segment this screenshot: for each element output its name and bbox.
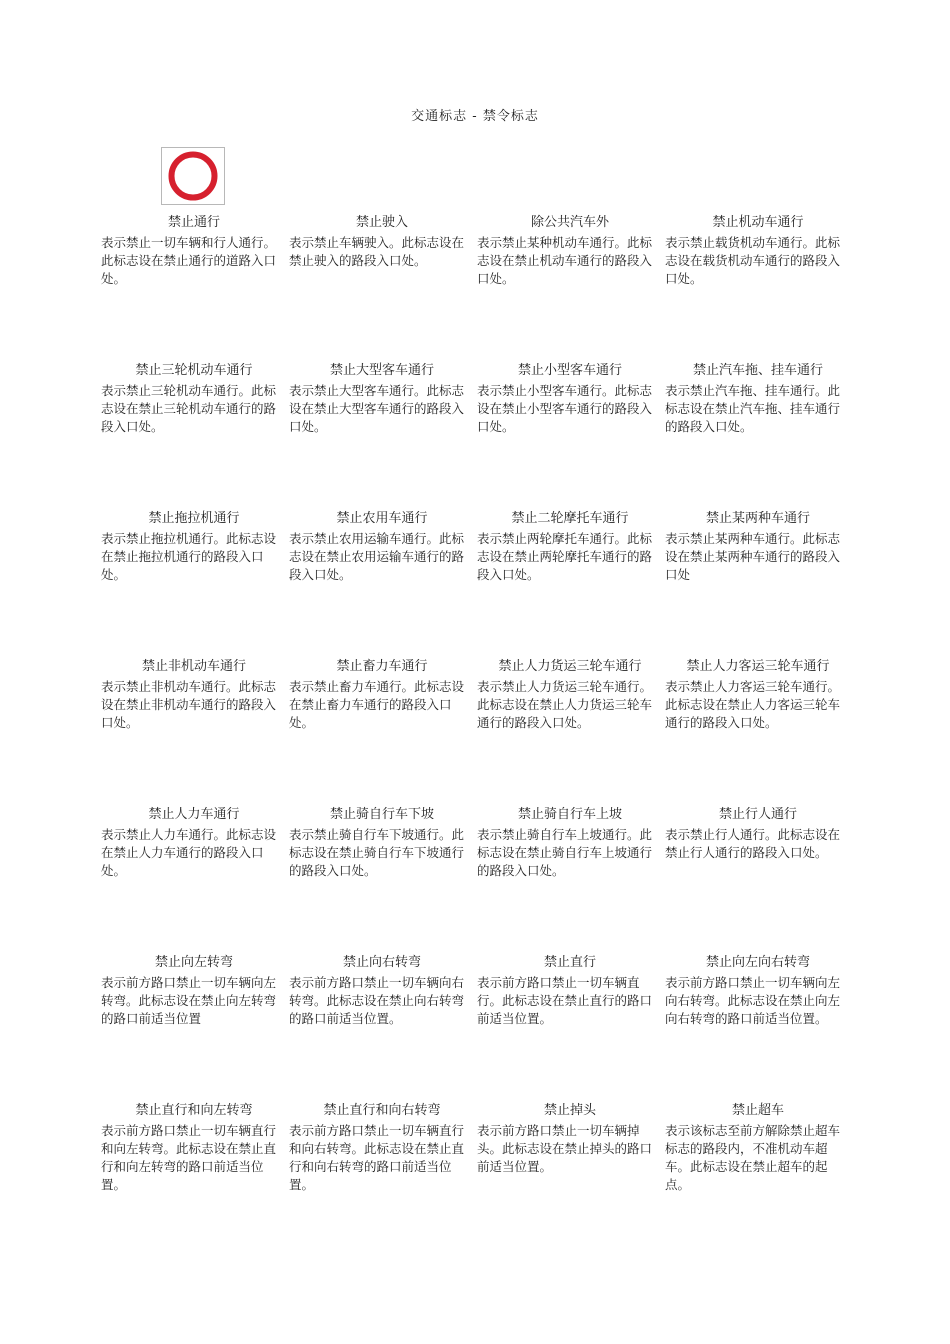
sign-entry (665, 214, 853, 362)
sign-title: 禁止拖拉机通行 (148, 511, 240, 526)
sign-title: 禁止超车 (731, 1103, 784, 1118)
sign-description: 表示前方路口禁止一切车辆直行和向左转弯。此标志设在禁止直行和向左转弯的路口前适当位置。 (101, 1123, 277, 1192)
sign-description: 表示禁止小型客车通行。此标志设在禁止小型客车通行的路段入口处。 (477, 383, 653, 434)
sign-description: 表示前方路口禁止一切车辆直行和向右转弯。此标志设在禁止直行和向右转弯的路口前适当位置。 (289, 1123, 465, 1192)
sign-title: 禁止直行 (543, 955, 596, 970)
no-entry-sign-icon (161, 147, 225, 205)
sign-title: 禁止二轮摩托车通行 (511, 511, 629, 526)
sign-description: 表示前方路口禁止一切车辆向右转弯。此标志设在禁止向右转弯的路口前适当位置。 (289, 975, 465, 1026)
sign-title: 禁止掉头 (543, 1103, 596, 1118)
sign-entry (101, 362, 289, 510)
sign-description: 表示前方路口禁止一切车辆掉头。此标志设在禁止掉头的路口前适当位置。 (477, 1123, 653, 1174)
sign-title: 禁止直行和向右转弯 (323, 1103, 441, 1118)
sign-entry (477, 362, 665, 510)
sign-title: 禁止直行和向左转弯 (135, 1103, 253, 1118)
sign-entry (101, 806, 289, 954)
sign-entry (665, 806, 853, 954)
sign-grid (101, 214, 853, 1250)
sign-entry (665, 658, 853, 806)
sign-title: 禁止骑自行车上坡 (517, 807, 622, 822)
sign-entry (289, 510, 477, 658)
sign-entry (665, 510, 853, 658)
sign-description: 表示禁止某两种车通行。此标志设在禁止某两种车通行的路段入口处 (665, 531, 841, 582)
sign-title: 禁止小型客车通行 (517, 363, 622, 378)
sign-description: 表示禁止某种机动车通行。此标志设在禁止机动车通行的路段入口处。 (477, 235, 653, 286)
sign-title: 禁止人力货运三轮车通行 (498, 659, 642, 674)
sign-description: 表示禁止农用运输车通行。此标志设在禁止农用运输车通行的路段入口处。 (289, 531, 465, 582)
sign-entry (477, 806, 665, 954)
sign-title: 禁止骑自行车下坡 (329, 807, 434, 822)
sign-title: 禁止行人通行 (718, 807, 797, 822)
sign-description: 表示前方路口禁止一切车辆向左转弯。此标志设在禁止向左转弯的路口前适当位置 (101, 975, 277, 1026)
sign-description: 表示禁止骑自行车下坡通行。此标志设在禁止骑自行车下坡通行的路段入口处。 (289, 827, 465, 878)
sign-entry (101, 954, 289, 1102)
sign-entry (289, 954, 477, 1102)
sign-description: 表示禁止汽车拖、挂车通行。此标志设在禁止汽车拖、挂车通行的路段入口处。 (665, 383, 841, 434)
sign-entry (101, 1102, 289, 1250)
sign-title: 禁止机动车通行 (712, 215, 804, 230)
sign-description: 表示禁止畜力车通行。此标志设在禁止畜力车通行的路段入口处。 (289, 679, 465, 730)
sign-description: 表示禁止拖拉机通行。此标志设在禁止拖拉机通行的路段入口处。 (101, 531, 277, 582)
sign-description: 表示禁止人力客运三轮车通行。此标志设在禁止人力客运三轮车通行的路段入口处。 (665, 679, 841, 730)
sign-entry (101, 510, 289, 658)
sign-title: 禁止农用车通行 (336, 511, 428, 526)
sign-title: 禁止向左转弯 (154, 955, 233, 970)
sign-title: 禁止通行 (167, 215, 220, 230)
sign-description: 表示前方路口禁止一切车辆直行。此标志设在禁止直行的路口前适当位置。 (477, 975, 653, 1026)
sign-description: 表示禁止人力货运三轮车通行。此标志设在禁止人力货运三轮车通行的路段入口处。 (477, 679, 653, 730)
sign-title: 禁止某两种车通行 (705, 511, 810, 526)
prohibition-ring-icon (166, 149, 220, 203)
sign-title: 禁止向左向右转弯 (705, 955, 810, 970)
sign-entry (289, 1102, 477, 1250)
sign-description: 表示前方路口禁止一切车辆向左向右转弯。此标志设在禁止向左向右转弯的路口前适当位置。 (665, 975, 841, 1026)
sign-entry (477, 954, 665, 1102)
sign-entry (477, 510, 665, 658)
sign-entry (289, 806, 477, 954)
sign-description: 表示禁止骑自行车上坡通行。此标志设在禁止骑自行车上坡通行的路段入口处。 (477, 827, 653, 878)
sign-description: 表示禁止两轮摩托车通行。此标志设在禁止两轮摩托车通行的路段入口处。 (477, 531, 653, 582)
sign-description: 表示该标志至前方解除禁止超车标志的路段内，不准机动车超车。此标志设在禁止超车的起点。 (665, 1123, 841, 1192)
sign-title: 禁止驶入 (355, 215, 408, 230)
sign-entry (477, 658, 665, 806)
sign-entry (289, 362, 477, 510)
sign-title: 禁止三轮机动车通行 (135, 363, 253, 378)
sign-title: 禁止大型客车通行 (329, 363, 434, 378)
sign-description: 表示禁止载货机动车通行。此标志设在载货机动车通行的路段入口处。 (665, 235, 841, 286)
sign-description: 表示禁止行人通行。此标志设在禁止行人通行的路段入口处。 (665, 827, 841, 860)
sign-description: 表示禁止一切车辆和行人通行。此标志设在禁止通行的道路入口处。 (101, 235, 277, 286)
sign-title: 禁止汽车拖、挂车通行 (692, 363, 823, 378)
sign-description: 表示禁止人力车通行。此标志设在禁止人力车通行的路段入口处。 (101, 827, 277, 878)
sign-title: 禁止向右转弯 (342, 955, 421, 970)
sign-title: 禁止非机动车通行 (141, 659, 246, 674)
sign-title: 除公共汽车外 (530, 215, 609, 230)
sign-description: 表示禁止非机动车通行。此标志设在禁止非机动车通行的路段入口处。 (101, 679, 277, 730)
sign-entry (665, 954, 853, 1102)
sign-description: 表示禁止车辆驶入。此标志设在禁止驶入的路段入口处。 (289, 235, 465, 268)
sign-entry (477, 1102, 665, 1250)
sign-entry (477, 214, 665, 362)
sign-title: 禁止畜力车通行 (336, 659, 428, 674)
sign-description: 表示禁止三轮机动车通行。此标志设在禁止三轮机动车通行的路段入口处。 (101, 383, 277, 434)
sign-title: 禁止人力客运三轮车通行 (686, 659, 830, 674)
sign-entry (665, 362, 853, 510)
sign-entry (101, 658, 289, 806)
sign-entry (665, 1102, 853, 1250)
sign-entry (101, 214, 289, 362)
sign-description: 表示禁止大型客车通行。此标志设在禁止大型客车通行的路段入口处。 (289, 383, 465, 434)
sign-entry (289, 658, 477, 806)
sign-title: 禁止人力车通行 (148, 807, 240, 822)
sign-entry (289, 214, 477, 362)
page-title: 交通标志 - 禁令标志 (411, 109, 539, 124)
